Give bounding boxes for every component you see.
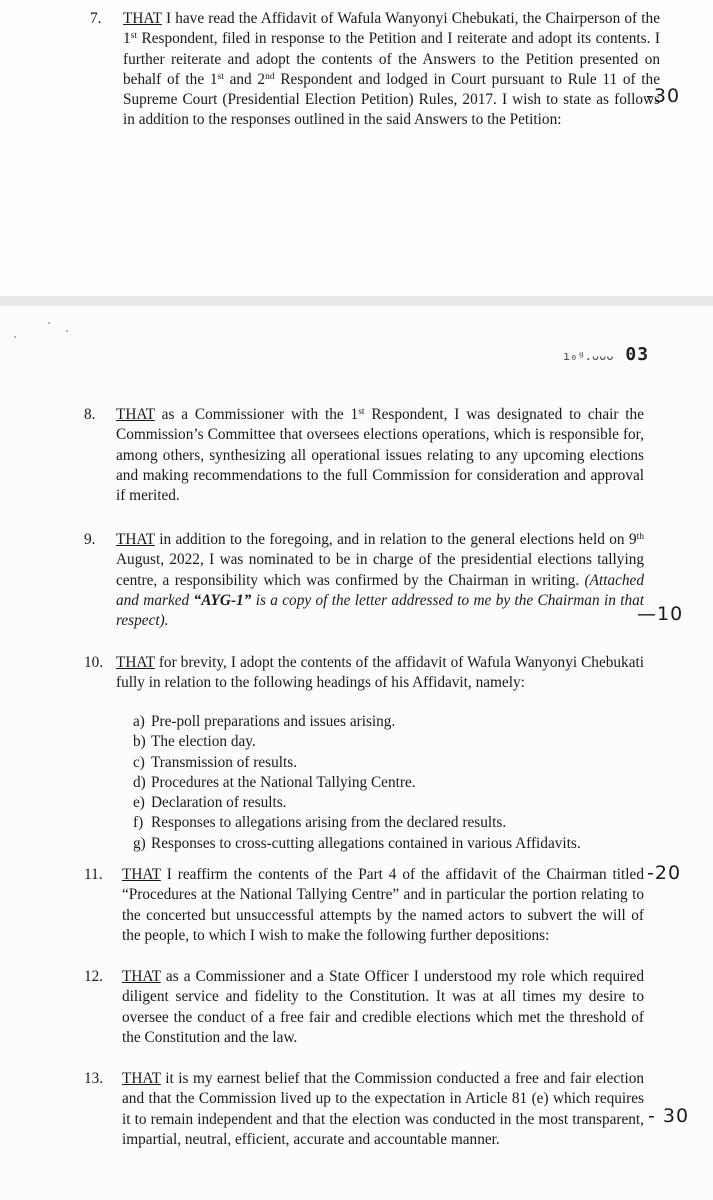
handwritten-line-count: - 30 <box>648 1105 690 1127</box>
list-letter: d) <box>133 773 146 791</box>
superscript: st <box>217 71 224 82</box>
annexure-mark: “AYG-1” <box>193 591 252 609</box>
text-segment: Respondent, filed in response to the Petition and I reiterate and adopt its contents. I further reiterate and adopt the contents of the Answers to the Petition presented on behalf of the 1 <box>123 30 660 88</box>
text-segment: I have read the Affidavit of Wafula Wanyonyi Chebukati, the Chairperson of the 1 <box>123 10 660 48</box>
italic-segment: is a copy of the letter addressed to me by the Chairman in that respect). <box>116 591 644 630</box>
list-text: The election day. <box>151 733 256 751</box>
list-item <box>133 732 613 752</box>
superscript: th <box>636 532 644 542</box>
list-item <box>133 773 613 793</box>
paragraph-body <box>122 865 644 946</box>
list-item <box>133 834 613 854</box>
text-segment: August, 2022, I was nominated to be in charge of the presidential elections tallying centre, a responsibility which was confirmed by the Chairman in writing. <box>116 551 644 589</box>
list-letter: g) <box>133 834 146 852</box>
text-segment: Respondent, I was designated to chair the Commission’s Committee that oversees elections operations, which is responsible for, among others, synthesizing all operational issues relating to any upcoming elections and making recommendations to the full Commission for consideration and approval if merited. <box>116 406 644 505</box>
list-text: Responses to cross-cutting allegations contained in various Affidavits. <box>151 834 581 852</box>
superscript: st <box>358 407 365 417</box>
list-text: Responses to allegations arising from the declared results. <box>151 814 507 832</box>
paragraph-number: 9. <box>84 531 96 548</box>
lead-word: THAT <box>122 866 161 883</box>
list-letter: b) <box>133 733 146 751</box>
stamp-faint-text: ı₀ᵍ.ᴗᴗᴗ <box>563 349 614 363</box>
handwritten-line-count: -20 <box>647 862 682 884</box>
handwritten-line-count: -30 <box>646 85 681 107</box>
scan-speck <box>48 322 50 324</box>
text-segment: as a Commissioner with the 1 <box>154 406 359 423</box>
text-segment: Respondent and lodged in Court pursuant to Rule 11 of the Supreme Court (Presidential Election Petition) Rules, 2017. I wish to state as follows in addition to the responses outlined in the said Answers to the Petition: <box>123 70 660 129</box>
scan-speck <box>14 336 16 338</box>
page-top <box>0 0 713 296</box>
paragraph-number: 8. <box>84 406 96 423</box>
paragraph-body <box>116 653 644 694</box>
list-text: Pre-poll preparations and issues arising. <box>151 713 396 730</box>
lead-word: THAT <box>122 968 161 985</box>
text-segment: and 2 <box>223 70 266 88</box>
scan-speck <box>66 330 68 332</box>
list-text: Procedures at the National Tallying Centre. <box>151 773 416 791</box>
list-item <box>133 753 613 773</box>
lead-word: THAT <box>123 10 162 27</box>
paragraph-body <box>123 9 660 131</box>
text-segment: I reaffirm the contents of the Part 4 of the affidavit of the Chairman titled “Procedures at the National Tallying Centre” and in particular the portion relating to the concerted but unsuccessful attempts by the named actors to subvert the will of the people, to which I wish to make the following further depositions: <box>122 866 644 944</box>
headings-list <box>133 712 613 854</box>
list-letter: a) <box>133 713 145 730</box>
list-text: Transmission of results. <box>151 753 298 771</box>
list-text: Declaration of results. <box>151 794 287 812</box>
list-letter: e) <box>133 794 145 812</box>
paragraph-number: 12. <box>84 968 104 985</box>
page-stamp <box>563 344 649 365</box>
paragraph-number: 7. <box>90 10 102 27</box>
paragraph-body <box>116 530 644 631</box>
paragraph-body <box>122 967 644 1048</box>
text-segment: for brevity, I adopt the contents of the affidavit of Wafula Wanyonyi Chebukati fully in relation to the following headings of his Affidavit, namely: <box>116 654 644 692</box>
paragraph-body <box>122 1069 644 1150</box>
lead-word: THAT <box>116 531 155 548</box>
text-segment: as a Commissioner and a State Officer I understood my role which required diligent service and fidelity to the Constitution. It was at all times my desire to oversee the conduct of a free fair and credible elections which met the threshold of the Constitution and the law. <box>122 968 644 1046</box>
handwritten-line-count: —10 <box>637 603 684 625</box>
list-letter: f) <box>133 814 144 832</box>
list-item <box>133 793 613 813</box>
paragraph-number: 13. <box>84 1070 104 1087</box>
lead-word: THAT <box>116 406 155 423</box>
stamp-page-number: 03 <box>625 344 650 365</box>
list-item <box>133 712 613 732</box>
text-segment: in addition to the foregoing, and in relation to the general elections held on 9 <box>154 531 637 548</box>
italic-segment: (Attached and marked <box>116 571 644 609</box>
lead-word: THAT <box>122 1070 161 1087</box>
paragraph-number: 11. <box>84 866 103 883</box>
superscript: st <box>130 31 137 42</box>
superscript: nd <box>265 71 275 82</box>
list-item <box>133 813 613 833</box>
lead-word: THAT <box>116 654 155 671</box>
text-segment: it is my earnest belief that the Commission conducted a free and fair election and that the Commission lived up to the expectation in Article 81 (e) which requires it to remain independent and that the election was conducted in the most transparent, impartial, neutral, efficient, accurate and accountable manner. <box>122 1070 644 1148</box>
list-letter: c) <box>133 753 145 771</box>
page-bottom <box>0 306 713 1200</box>
paragraph-number: 10. <box>84 654 104 671</box>
page-separator <box>0 296 713 306</box>
paragraph-body <box>116 405 644 506</box>
